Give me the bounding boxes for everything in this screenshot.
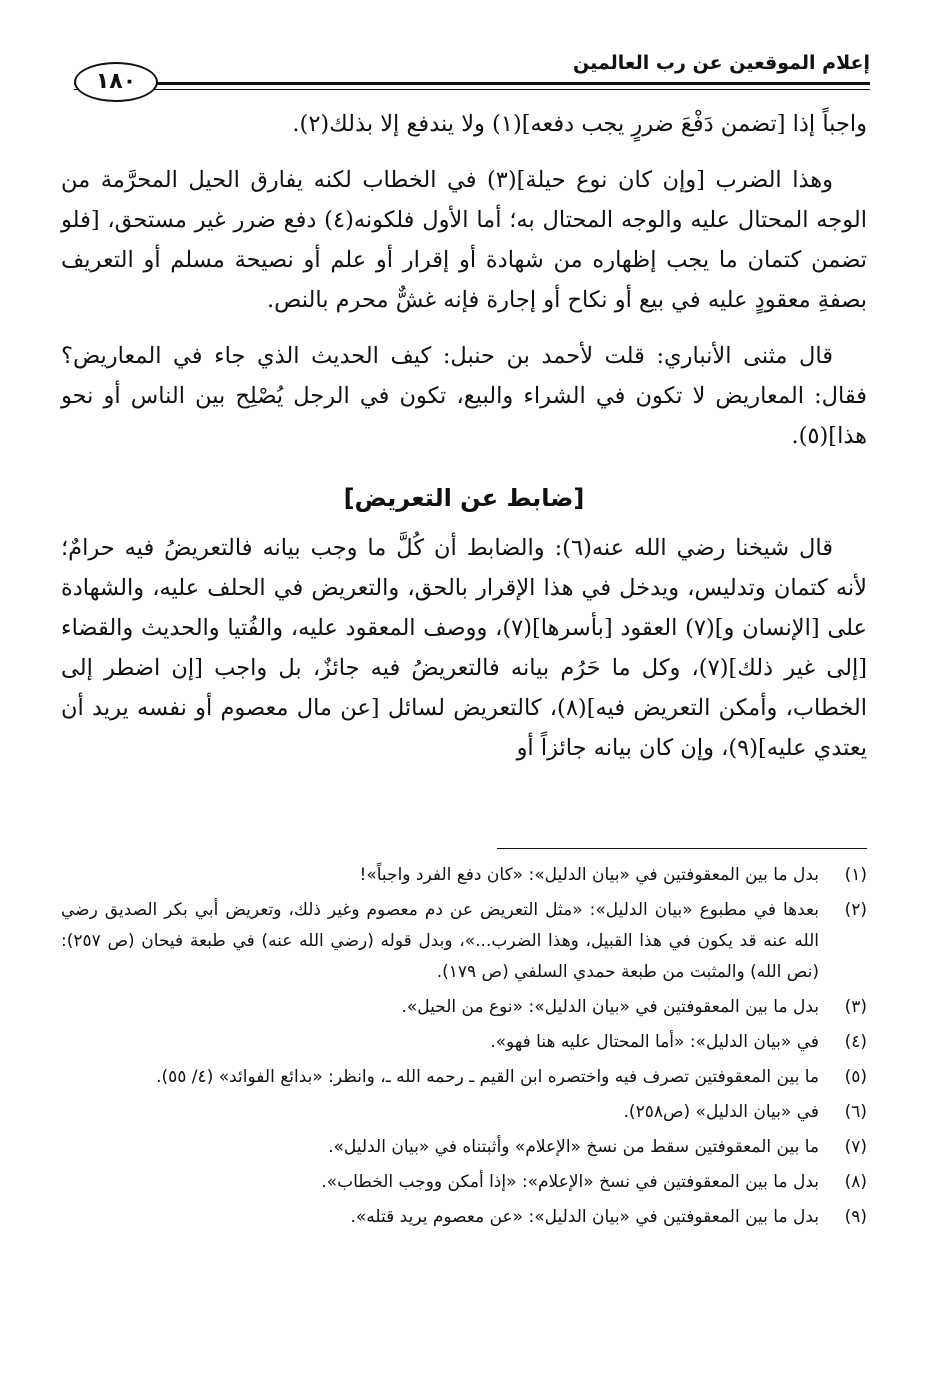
footnote-4 [61, 1027, 867, 1058]
footnote-6 [61, 1097, 867, 1128]
footnote-text: بدل ما بين المعقوفتين في «بيان الدليل»: «نوع من الحيل». [401, 997, 819, 1017]
footnote-text: بدل ما بين المعقوفتين في «بيان الدليل»: «عن معصوم يريد قتله». [350, 1207, 819, 1227]
paragraph-4: قال شيخنا رضي الله عنه(٦): والضابط أن كُلَّ ما وجب بيانه فالتعريضُ فيه حرامٌ؛ لأنه كتمان وتدليس، ويدخل في هذا الإقرار بالحق، والتعريض في الحلف عليه، والشهادة على [الإنسان و](٧) العقود [بأسرها](٧)، ووصف المعقود عليه، والفُتيا والحديث والقضاء [إلى غير ذلك](٧)، وكل ما حَرُم بيانه فالتعريضُ فيه جائزٌ، بل واجب [إن اضطر إلى الخطاب، وأمكن التعريض فيه](٨)، كالتعريض لسائل [عن مال معصوم أو نفسه يريد أن يعتدي عليه](٩)، وإن كان بيانه جائزاً أو [61, 535, 867, 761]
footnote-text: بدل ما بين المعقوفتين في «بيان الدليل»: «كان دفع الفرد واجباً»! [359, 865, 819, 885]
footnote-2 [61, 895, 867, 988]
paragraph-3: قال مثنى الأنباري: قلت لأحمد بن حنبل: كيف الحديث الذي جاء في المعاريض؟ فقال: المعاريض لا تكون في الشراء والبيع، تكون في الرجل يُصْلِح بين الناس أو نحو هذا](٥). [61, 343, 867, 449]
book-title: إعلام الموقعين عن رب العالمين [573, 52, 870, 74]
footnote-text: ما بين المعقوفتين تصرف فيه واختصره ابن القيم ـ رحمه الله ـ، وانظر: «بدائع الفوائد» (٤/ ٥٥). [156, 1067, 819, 1087]
section-heading: [ضابط عن التعريض] [343, 484, 585, 512]
footnote-number: (٣) [844, 997, 867, 1017]
running-header [74, 44, 870, 104]
footnote-number: (٧) [844, 1137, 867, 1157]
footnote-number: (٩) [844, 1207, 867, 1227]
paragraph-2: وهذا الضرب [وإن كان نوع حيلة](٣) في الخطاب لكنه يفارق الحيل المحرَّمة من الوجه المحتال عليه والوجه المحتال به؛ أما الأول فلكونه(٤) دفع ضرر غير مستحق، [فلو تضمن كتمان ما يجب إظهاره من شهادة أو إقرار أو علم أو نصيحة مسلم أو التعريف بصفةِ معقودٍ عليه في بيع أو نكاح أو إجارة فإنه غشٌّ محرم بالنص. [61, 167, 868, 313]
footnote-text: ما بين المعقوفتين سقط من نسخ «الإعلام» وأثبتناه في «بيان الدليل». [328, 1137, 819, 1157]
footnote-text: بعدها في مطبوع «بيان الدليل»: «مثل التعريض عن دم معصوم وغير ذلك، وتعريض أبي بكر الصديق رضي الله عنه قد يكون في هذا القبيل، وهذا الضرب...»، وبدل قوله (رضي الله عنه) في طبعة فيحان (ص ٢٥٧): (نص الله) والمثبت من طبعة حمدي السلفي (ص ١٧٩). [61, 900, 819, 982]
footnote-number: (٦) [844, 1102, 867, 1122]
footnote-number: (٥) [844, 1067, 867, 1087]
footnote-7 [61, 1132, 867, 1163]
header-rule-thin [74, 89, 870, 90]
footnote-text: في «بيان الدليل»: «أما المحتال عليه هنا فهو». [490, 1032, 819, 1052]
paragraph-1: واجباً إذا [تضمن دَفْعَ ضررٍ يجب دفعه](١) ولا يندفع إلا بذلك(٢). [292, 111, 867, 137]
footnote-number: (١) [844, 865, 867, 885]
footnote-3 [61, 992, 867, 1023]
footnote-5 [61, 1062, 867, 1093]
main-text [61, 104, 867, 784]
footnote-number: (٢) [844, 900, 867, 920]
footnote-text: بدل ما بين المعقوفتين في نسخ «الإعلام»: «إذا أمكن ووجب الخطاب». [321, 1172, 819, 1192]
footnote-number: (٨) [844, 1172, 867, 1192]
footnote-text: في «بيان الدليل» (ص٢٥٨). [623, 1102, 819, 1122]
header-rule-thick [74, 82, 870, 85]
footnote-8 [61, 1167, 867, 1198]
footnote-9 [61, 1202, 867, 1233]
footnote-separator [497, 848, 867, 849]
footnotes [61, 860, 867, 1237]
footnote-number: (٤) [844, 1032, 867, 1052]
page-number: ١٨٠ [74, 62, 158, 102]
footnote-1 [61, 860, 867, 891]
